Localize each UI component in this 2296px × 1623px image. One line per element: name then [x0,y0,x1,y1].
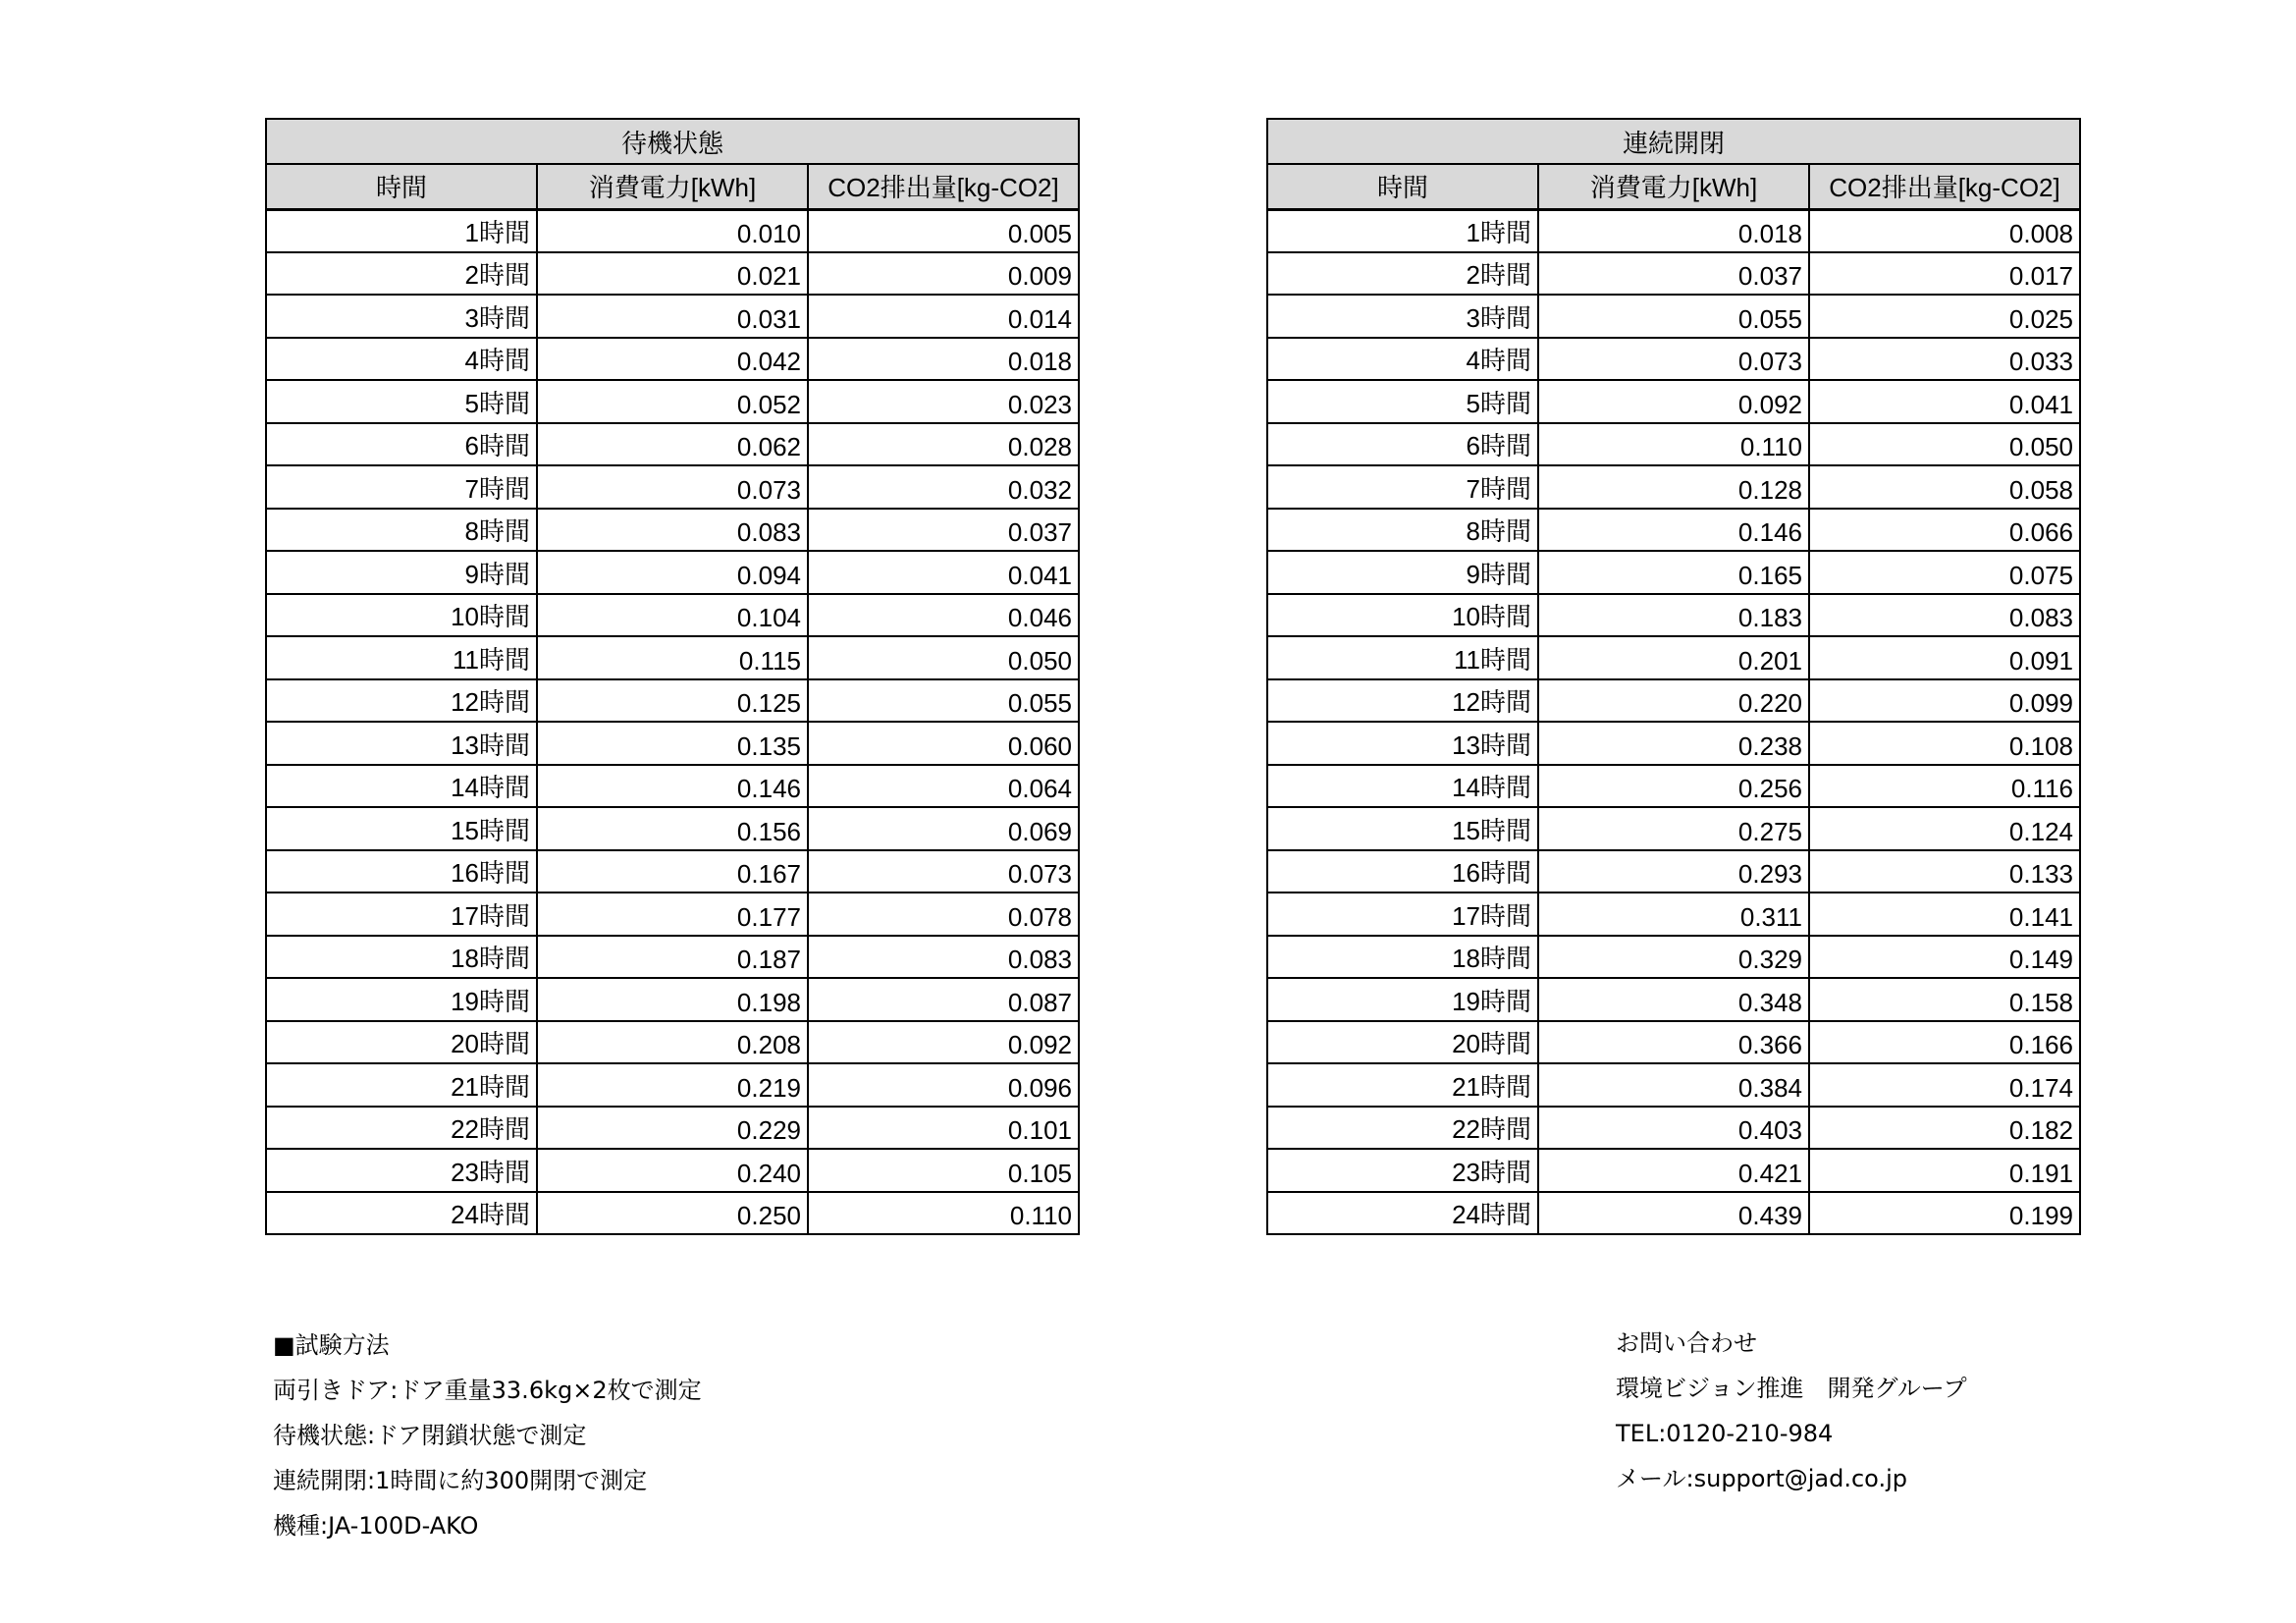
cell-co2: 0.050 [1809,423,2080,466]
column-header-time: 時間 [266,164,537,209]
table-row [1267,509,2080,552]
cell-time: 8時間 [266,509,537,552]
cell-co2: 0.141 [1809,893,2080,936]
column-header-power: 消費電力[kWh] [537,164,808,209]
cell-time: 12時間 [266,679,537,723]
cell-power: 0.250 [537,1192,808,1235]
cell-time: 9時間 [1267,551,1538,594]
cell-power: 0.115 [537,636,808,679]
cell-power: 0.146 [537,765,808,808]
column-header-power: 消費電力[kWh] [1538,164,1809,209]
cell-time: 18時間 [1267,936,1538,979]
cell-time: 5時間 [1267,380,1538,423]
cell-co2: 0.028 [808,423,1079,466]
table-row [1267,295,2080,338]
cell-co2: 0.069 [808,807,1079,850]
cell-time: 20時間 [266,1021,537,1064]
cell-time: 16時間 [266,850,537,893]
cell-power: 0.128 [1538,465,1809,509]
cell-co2: 0.017 [1809,252,2080,296]
table-row [266,338,1079,381]
table-row [1267,380,2080,423]
cell-power: 0.018 [1538,209,1809,252]
cell-time: 24時間 [1267,1192,1538,1235]
cell-co2: 0.091 [1809,636,2080,679]
table-row [266,551,1079,594]
cell-power: 0.329 [1538,936,1809,979]
table-row [1267,1107,2080,1150]
cell-co2: 0.087 [808,978,1079,1021]
cell-power: 0.384 [1538,1063,1809,1107]
cell-time: 3時間 [266,295,537,338]
cell-power: 0.275 [1538,807,1809,850]
cell-power: 0.187 [537,936,808,979]
table-row [266,893,1079,936]
cell-power: 0.073 [1538,338,1809,381]
table-row [266,850,1079,893]
cell-power: 0.240 [537,1149,808,1192]
cell-co2: 0.032 [808,465,1079,509]
column-header-co2: CO2排出量[kg-CO2] [1809,164,2080,209]
cell-co2: 0.105 [808,1149,1079,1192]
cell-co2: 0.078 [808,893,1079,936]
cell-power: 0.062 [537,423,808,466]
cell-time: 17時間 [266,893,537,936]
cell-power: 0.092 [1538,380,1809,423]
cell-time: 22時間 [266,1107,537,1150]
cell-time: 15時間 [1267,807,1538,850]
cell-power: 0.366 [1538,1021,1809,1064]
cell-time: 12時間 [1267,679,1538,723]
cell-time: 8時間 [1267,509,1538,552]
cell-power: 0.208 [537,1021,808,1064]
cell-power: 0.073 [537,465,808,509]
cell-power: 0.403 [1538,1107,1809,1150]
cell-power: 0.177 [537,893,808,936]
table-row [1267,679,2080,723]
cell-time: 2時間 [1267,252,1538,296]
table-row [1267,1192,2080,1235]
table-row [1267,338,2080,381]
cell-power: 0.125 [537,679,808,723]
table-row [1267,893,2080,936]
cell-co2: 0.092 [808,1021,1079,1064]
cell-co2: 0.191 [1809,1149,2080,1192]
cell-co2: 0.018 [808,338,1079,381]
table-row [266,465,1079,509]
cell-time: 21時間 [266,1063,537,1107]
contact-email[interactable]: メール:support@jad.co.jp [1616,1465,1907,1492]
cell-power: 0.031 [537,295,808,338]
cell-time: 18時間 [266,936,537,979]
cell-time: 24時間 [266,1192,537,1235]
cell-time: 14時間 [1267,765,1538,808]
cell-time: 4時間 [1267,338,1538,381]
note-standby: 待機状態:ドア閉鎖状態で測定 [273,1422,587,1449]
cell-co2: 0.023 [808,380,1079,423]
cell-co2: 0.099 [1809,679,2080,723]
table-row [266,1021,1079,1064]
cell-co2: 0.124 [1809,807,2080,850]
cell-time: 6時間 [266,423,537,466]
cell-time: 21時間 [1267,1063,1538,1107]
table-row [1267,551,2080,594]
table-row [266,509,1079,552]
cell-time: 16時間 [1267,850,1538,893]
cell-time: 1時間 [1267,209,1538,252]
cell-co2: 0.008 [1809,209,2080,252]
table-row [1267,722,2080,765]
cell-power: 0.167 [537,850,808,893]
cell-time: 14時間 [266,765,537,808]
cell-time: 19時間 [1267,978,1538,1021]
cell-power: 0.229 [537,1107,808,1150]
cell-power: 0.165 [1538,551,1809,594]
cell-power: 0.311 [1538,893,1809,936]
cell-co2: 0.041 [1809,380,2080,423]
cell-time: 10時間 [1267,594,1538,637]
cell-time: 17時間 [1267,893,1538,936]
cell-power: 0.094 [537,551,808,594]
cell-power: 0.156 [537,807,808,850]
table-row [266,380,1079,423]
table-row [266,636,1079,679]
cell-co2: 0.083 [1809,594,2080,637]
table-row [266,722,1079,765]
cell-time: 13時間 [1267,722,1538,765]
cell-time: 7時間 [266,465,537,509]
table-row [1267,1063,2080,1107]
table-row [1267,252,2080,296]
cell-time: 11時間 [266,636,537,679]
table-row [1267,765,2080,808]
cell-co2: 0.096 [808,1063,1079,1107]
cell-co2: 0.064 [808,765,1079,808]
cell-power: 0.052 [537,380,808,423]
table-row [266,252,1079,296]
cell-power: 0.439 [1538,1192,1809,1235]
cell-time: 9時間 [266,551,537,594]
cell-power: 0.010 [537,209,808,252]
cell-power: 0.198 [537,978,808,1021]
cell-power: 0.146 [1538,509,1809,552]
cell-power: 0.348 [1538,978,1809,1021]
cell-co2: 0.073 [808,850,1079,893]
cell-power: 0.083 [537,509,808,552]
cell-time: 2時間 [266,252,537,296]
cell-time: 4時間 [266,338,537,381]
cell-co2: 0.046 [808,594,1079,637]
table-body [1267,209,2080,1234]
cell-co2: 0.037 [808,509,1079,552]
table-row [266,765,1079,808]
table-row [1267,465,2080,509]
cell-co2: 0.009 [808,252,1079,296]
cell-co2: 0.005 [808,209,1079,252]
cell-time: 15時間 [266,807,537,850]
test-method-notes [273,1323,702,1548]
cell-co2: 0.060 [808,722,1079,765]
table-row [1267,1149,2080,1192]
cell-power: 0.201 [1538,636,1809,679]
table-row [266,1063,1079,1107]
table-row [266,1149,1079,1192]
cell-time: 3時間 [1267,295,1538,338]
cell-power: 0.183 [1538,594,1809,637]
cell-power: 0.238 [1538,722,1809,765]
table-row [1267,636,2080,679]
cell-co2: 0.116 [1809,765,2080,808]
contact-tel: TEL:0120-210-984 [1616,1420,1834,1447]
continuous-open-close-table [1266,118,2081,1235]
test-method-heading: ■試験方法 [273,1331,390,1359]
table-row [1267,978,2080,1021]
cell-co2: 0.033 [1809,338,2080,381]
contact-info [1616,1321,1967,1501]
cell-time: 22時間 [1267,1107,1538,1150]
cell-co2: 0.066 [1809,509,2080,552]
table-row [1267,807,2080,850]
cell-time: 23時間 [1267,1149,1538,1192]
cell-power: 0.421 [1538,1149,1809,1192]
table-row [266,594,1079,637]
table-row [1267,1021,2080,1064]
cell-time: 13時間 [266,722,537,765]
cell-power: 0.021 [537,252,808,296]
cell-power: 0.055 [1538,295,1809,338]
cell-time: 5時間 [266,380,537,423]
cell-co2: 0.166 [1809,1021,2080,1064]
table-row [266,1107,1079,1150]
table-row [266,807,1079,850]
cell-power: 0.042 [537,338,808,381]
note-model: 機種:JA-100D-AKO [273,1512,479,1540]
cell-co2: 0.149 [1809,936,2080,979]
cell-time: 19時間 [266,978,537,1021]
cell-power: 0.293 [1538,850,1809,893]
contact-heading: お問い合わせ [1616,1329,1757,1357]
cell-co2: 0.050 [808,636,1079,679]
column-header-time: 時間 [1267,164,1538,209]
table-row [1267,594,2080,637]
cell-co2: 0.133 [1809,850,2080,893]
cell-time: 23時間 [266,1149,537,1192]
cell-power: 0.135 [537,722,808,765]
cell-co2: 0.055 [808,679,1079,723]
cell-co2: 0.075 [1809,551,2080,594]
table-row [1267,850,2080,893]
cell-co2: 0.058 [1809,465,2080,509]
cell-time: 10時間 [266,594,537,637]
cell-power: 0.104 [537,594,808,637]
cell-co2: 0.101 [808,1107,1079,1150]
cell-co2: 0.041 [808,551,1079,594]
table-row [266,679,1079,723]
cell-co2: 0.182 [1809,1107,2080,1150]
table-row [266,936,1079,979]
cell-co2: 0.014 [808,295,1079,338]
cell-power: 0.037 [1538,252,1809,296]
table-row [266,295,1079,338]
cell-time: 11時間 [1267,636,1538,679]
cell-co2: 0.199 [1809,1192,2080,1235]
cell-power: 0.110 [1538,423,1809,466]
cell-co2: 0.174 [1809,1063,2080,1107]
cell-co2: 0.025 [1809,295,2080,338]
cell-co2: 0.110 [808,1192,1079,1235]
cell-time: 7時間 [1267,465,1538,509]
table-row [1267,936,2080,979]
contact-department: 環境ビジョン推進 開発グループ [1616,1375,1967,1402]
column-header-co2: CO2排出量[kg-CO2] [808,164,1079,209]
table-body [266,209,1079,1234]
note-door-weight: 両引きドア:ドア重量33.6kg×2枚で測定 [273,1377,702,1404]
table-title: 連続開閉 [1267,119,2080,164]
note-continuous: 連続開閉:1時間に約300開閉で測定 [273,1467,648,1494]
table-row [266,209,1079,252]
table-row [1267,209,2080,252]
table-row [1267,423,2080,466]
cell-co2: 0.083 [808,936,1079,979]
cell-time: 6時間 [1267,423,1538,466]
table-title: 待機状態 [266,119,1079,164]
cell-co2: 0.158 [1809,978,2080,1021]
cell-time: 1時間 [266,209,537,252]
standby-table [265,118,1080,1235]
table-row [266,978,1079,1021]
cell-time: 20時間 [1267,1021,1538,1064]
cell-power: 0.220 [1538,679,1809,723]
table-row [266,423,1079,466]
cell-power: 0.256 [1538,765,1809,808]
cell-co2: 0.108 [1809,722,2080,765]
table-row [266,1192,1079,1235]
cell-power: 0.219 [537,1063,808,1107]
